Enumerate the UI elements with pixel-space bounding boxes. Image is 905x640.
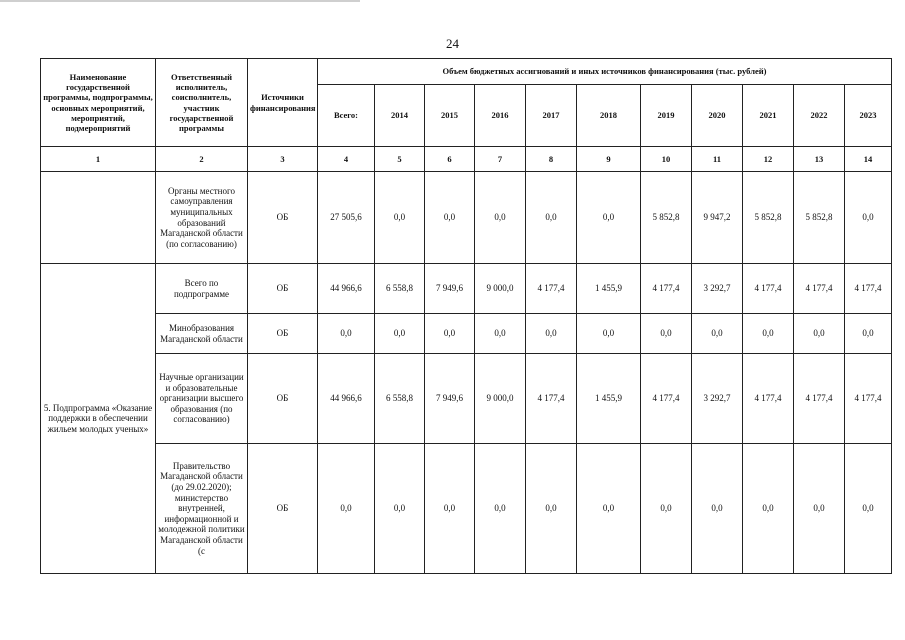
- header-year: 2018: [577, 85, 641, 147]
- value-cell: 0,0: [845, 172, 892, 264]
- column-number: 10: [641, 147, 692, 172]
- value-cell: 0,0: [577, 314, 641, 354]
- value-cell: 4 177,4: [794, 354, 845, 444]
- header-year: 2020: [692, 85, 743, 147]
- value-cell: 1 455,9: [577, 354, 641, 444]
- value-cell: 0,0: [641, 444, 692, 574]
- value-cell: 0,0: [475, 172, 526, 264]
- value-cell: 0,0: [692, 444, 743, 574]
- executor-cell: Минобразования Магаданской области: [156, 314, 248, 354]
- column-number: 4: [318, 147, 375, 172]
- column-number-row: [41, 147, 892, 172]
- value-cell: 0,0: [641, 314, 692, 354]
- executor-cell: Правительство Магаданской области (до 29.02.2020); министерство внутренней, информационной и молодежной политики Магаданской области (с: [156, 444, 248, 574]
- value-cell: 0,0: [743, 444, 794, 574]
- value-cell: 0,0: [375, 444, 425, 574]
- value-cell: 0,0: [318, 444, 375, 574]
- value-cell: 0,0: [692, 314, 743, 354]
- table-row: [41, 444, 892, 574]
- value-cell: 0,0: [526, 172, 577, 264]
- value-cell: 4 177,4: [845, 264, 892, 314]
- executor-cell: Органы местного самоуправления муниципальных образований Магаданской области (по согласованию): [156, 172, 248, 264]
- value-cell: 0,0: [845, 314, 892, 354]
- page-number: 24: [446, 36, 459, 51]
- table-row: [41, 172, 892, 264]
- column-number: 12: [743, 147, 794, 172]
- header-source: Источники финансирования: [248, 59, 318, 147]
- program-name-cell: 5. Подпрограмма «Оказание поддержки в обеспечении жильем молодых ученых»: [41, 264, 156, 574]
- column-number: 13: [794, 147, 845, 172]
- value-cell: 3 292,7: [692, 354, 743, 444]
- program-name-cell: [41, 172, 156, 264]
- value-cell: 0,0: [375, 314, 425, 354]
- value-cell: 27 505,6: [318, 172, 375, 264]
- header-executor: Ответственный исполнитель, соисполнитель, участник государственной программы: [156, 59, 248, 147]
- header-year: 2021: [743, 85, 794, 147]
- column-number: 3: [248, 147, 318, 172]
- value-cell: 4 177,4: [794, 264, 845, 314]
- value-cell: 0,0: [526, 444, 577, 574]
- value-cell: 0,0: [425, 314, 475, 354]
- value-cell: 0,0: [577, 172, 641, 264]
- value-cell: 9 000,0: [475, 354, 526, 444]
- table-row: [41, 264, 892, 314]
- value-cell: 4 177,4: [743, 354, 794, 444]
- value-cell: 6 558,8: [375, 354, 425, 444]
- value-cell: 0,0: [475, 444, 526, 574]
- column-number: 6: [425, 147, 475, 172]
- header-year: 2023: [845, 85, 892, 147]
- value-cell: 0,0: [425, 172, 475, 264]
- source-cell: ОБ: [248, 444, 318, 574]
- value-cell: 44 966,6: [318, 264, 375, 314]
- column-number: 8: [526, 147, 577, 172]
- column-number: 11: [692, 147, 743, 172]
- value-cell: 0,0: [375, 172, 425, 264]
- value-cell: 0,0: [318, 314, 375, 354]
- header-year: 2022: [794, 85, 845, 147]
- value-cell: 6 558,8: [375, 264, 425, 314]
- value-cell: 4 177,4: [526, 354, 577, 444]
- value-cell: 0,0: [577, 444, 641, 574]
- value-cell: 4 177,4: [743, 264, 794, 314]
- value-cell: 0,0: [425, 444, 475, 574]
- source-cell: ОБ: [248, 172, 318, 264]
- value-cell: 0,0: [526, 314, 577, 354]
- value-cell: 1 455,9: [577, 264, 641, 314]
- source-cell: ОБ: [248, 314, 318, 354]
- value-cell: 9 000,0: [475, 264, 526, 314]
- value-cell: 9 947,2: [692, 172, 743, 264]
- column-number: 2: [156, 147, 248, 172]
- table-row: [41, 354, 892, 444]
- value-cell: 7 949,6: [425, 354, 475, 444]
- header-year: 2014: [375, 85, 425, 147]
- column-number: 7: [475, 147, 526, 172]
- header-volume: Объем бюджетных ассигнований и иных источников финансирования (тыс. рублей): [318, 59, 892, 85]
- value-cell: 0,0: [794, 314, 845, 354]
- budget-table: [40, 58, 892, 574]
- table-row: [41, 314, 892, 354]
- value-cell: 3 292,7: [692, 264, 743, 314]
- value-cell: 0,0: [475, 314, 526, 354]
- header-year: 2017: [526, 85, 577, 147]
- executor-cell: Всего по подпрограмме: [156, 264, 248, 314]
- scan-artifact-line: [0, 0, 360, 2]
- header-year: 2016: [475, 85, 526, 147]
- value-cell: 4 177,4: [641, 354, 692, 444]
- value-cell: 4 177,4: [845, 354, 892, 444]
- source-cell: ОБ: [248, 264, 318, 314]
- column-number: 9: [577, 147, 641, 172]
- value-cell: 4 177,4: [526, 264, 577, 314]
- header-name: Наименование государственной программы, подпрограммы, основных мероприятий, мероприятий, подмероприятий: [41, 59, 156, 147]
- value-cell: 4 177,4: [641, 264, 692, 314]
- value-cell: 5 852,8: [743, 172, 794, 264]
- column-number: 5: [375, 147, 425, 172]
- source-cell: ОБ: [248, 354, 318, 444]
- header-total: Всего:: [318, 85, 375, 147]
- value-cell: 0,0: [794, 444, 845, 574]
- value-cell: 0,0: [743, 314, 794, 354]
- value-cell: 0,0: [845, 444, 892, 574]
- column-number: 1: [41, 147, 156, 172]
- value-cell: 5 852,8: [641, 172, 692, 264]
- header-year: 2019: [641, 85, 692, 147]
- value-cell: 7 949,6: [425, 264, 475, 314]
- executor-cell: Научные организации и образовательные организации высшего образования (по согласованию): [156, 354, 248, 444]
- value-cell: 44 966,6: [318, 354, 375, 444]
- header-year: 2015: [425, 85, 475, 147]
- column-number: 14: [845, 147, 892, 172]
- value-cell: 5 852,8: [794, 172, 845, 264]
